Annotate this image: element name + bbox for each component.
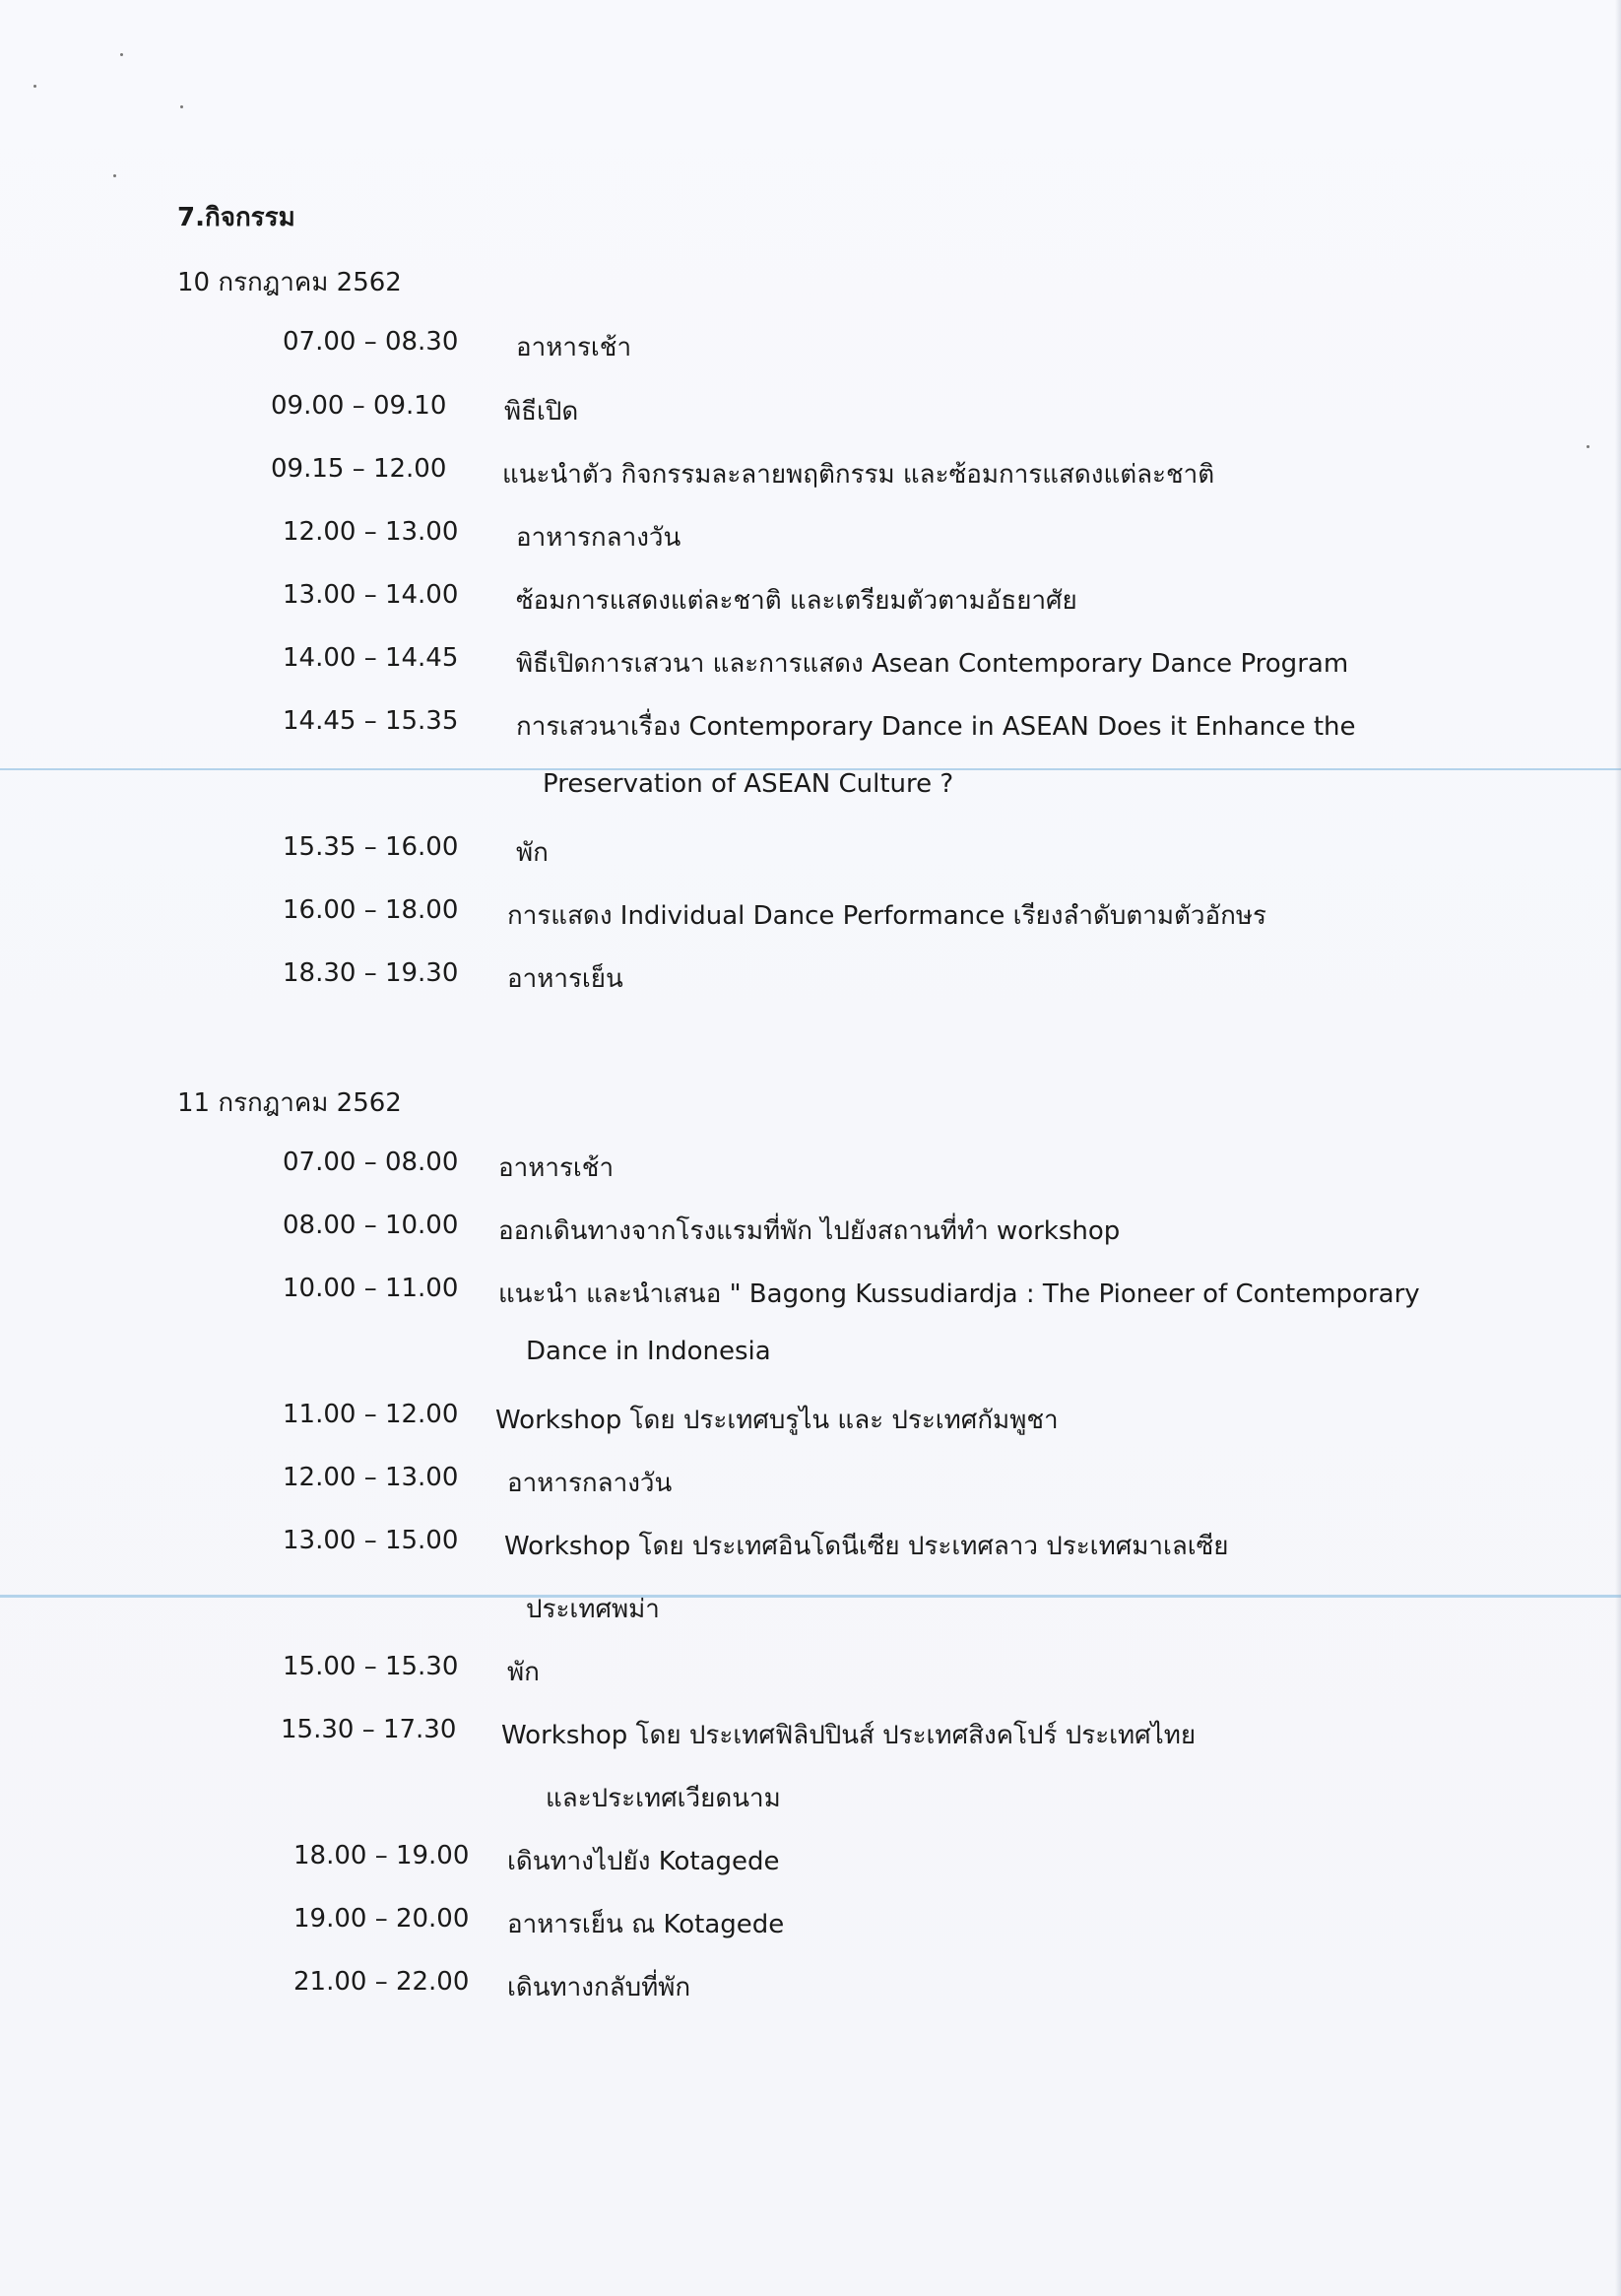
time-range: 18.00 – 19.00 [293, 1841, 470, 1870]
activity-continuation: Preservation of ASEAN Culture ? [543, 769, 954, 799]
time-range: 12.00 – 13.00 [283, 1463, 459, 1492]
time-range: 15.00 – 15.30 [283, 1652, 459, 1681]
activity: ซ้อมการแสดงแต่ละชาติ และเตรียมตัวตามอัธยาศัย [516, 586, 1077, 616]
activity: พิธีเปิด [504, 397, 579, 426]
time-range: 16.00 – 18.00 [283, 895, 459, 925]
schedule-row [0, 327, 1621, 366]
activity-continuation: Dance in Indonesia [526, 1337, 771, 1366]
time-range: 13.00 – 14.00 [283, 580, 459, 610]
scan-speck [113, 174, 116, 177]
schedule-row [0, 517, 1621, 557]
activity: เดินทางไปยัง Kotagede [507, 1847, 780, 1876]
time-range: 13.00 – 15.00 [283, 1526, 459, 1555]
activity: Workshop โดย ประเทศอินโดนีเซีย ประเทศลาว ประเทศมาเลเซีย [504, 1532, 1229, 1561]
schedule-row [0, 706, 1621, 746]
activity: การเสวนาเรื่อง Contemporary Dance in ASEAN Does it Enhance the [516, 712, 1356, 742]
schedule-row [0, 1652, 1621, 1691]
schedule-row [0, 832, 1621, 872]
time-range: 12.00 – 13.00 [283, 517, 459, 547]
section-heading: 7.กิจกรรม [177, 203, 295, 232]
time-range: 11.00 – 12.00 [283, 1400, 459, 1429]
scan-artifact-line [0, 1595, 1621, 1598]
time-range: 09.15 – 12.00 [271, 454, 447, 484]
activity: พิธีเปิดการเสวนา และการแสดง Asean Contemporary Dance Program [516, 649, 1349, 679]
activity: อาหารเย็น [507, 964, 623, 994]
schedule-row [0, 1841, 1621, 1880]
schedule-row [0, 1274, 1621, 1313]
schedule-row [0, 1715, 1621, 1754]
time-range: 08.00 – 10.00 [283, 1211, 459, 1240]
time-range: 15.35 – 16.00 [283, 832, 459, 862]
schedule-row [0, 1967, 1621, 2006]
activity: อาหารกลางวัน [516, 523, 681, 553]
schedule-row [0, 580, 1621, 620]
activity: การแสดง Individual Dance Performance เรียงลำดับตามตัวอักษร [507, 901, 1266, 931]
activity: ออกเดินทางจากโรงแรมที่พัก ไปยังสถานที่ทำ workshop [498, 1216, 1121, 1246]
time-range: 19.00 – 20.00 [293, 1904, 470, 1934]
activity: อาหารเช้า [498, 1153, 615, 1183]
schedule-row [0, 1463, 1621, 1502]
activity: อาหารกลางวัน [507, 1469, 673, 1498]
time-range: 09.00 – 09.10 [271, 391, 447, 421]
schedule-row [0, 1148, 1621, 1187]
schedule-row [0, 454, 1621, 493]
schedule-row [0, 391, 1621, 430]
activity: อาหารเช้า [516, 333, 632, 362]
time-range: 14.00 – 14.45 [283, 643, 459, 673]
activity: Workshop โดย ประเทศฟิลิปปินส์ ประเทศสิงคโปร์ ประเทศไทย [501, 1721, 1197, 1750]
day2-date: 11 กรกฎาคม 2562 [177, 1088, 402, 1118]
time-range: 10.00 – 11.00 [283, 1274, 459, 1303]
activity: พัก [516, 838, 549, 868]
time-range: 18.30 – 19.30 [283, 958, 459, 988]
activity-continuation: ประเทศพม่า [526, 1595, 660, 1624]
day1-date: 10 กรกฎาคม 2562 [177, 268, 402, 297]
schedule-row [0, 1904, 1621, 1943]
activity-continuation: และประเทศเวียดนาม [546, 1784, 781, 1813]
time-range: 15.30 – 17.30 [281, 1715, 457, 1744]
activity: แนะนำตัว กิจกรรมละลายพฤติกรรม และซ้อมการแสดงแต่ละชาติ [502, 460, 1215, 490]
schedule-row [0, 1526, 1621, 1565]
schedule-row [0, 1211, 1621, 1250]
time-range: 21.00 – 22.00 [293, 1967, 470, 1997]
activity: Workshop โดย ประเทศบรูไน และ ประเทศกัมพูชา [495, 1406, 1059, 1435]
activity: เดินทางกลับที่พัก [507, 1973, 691, 2002]
schedule-row [0, 895, 1621, 935]
scan-speck [180, 105, 183, 108]
time-range: 07.00 – 08.00 [283, 1148, 459, 1177]
time-range: 14.45 – 15.35 [283, 706, 459, 736]
schedule-row [0, 958, 1621, 998]
time-range: 07.00 – 08.30 [283, 327, 459, 357]
scan-speck [1587, 445, 1589, 448]
schedule-row [0, 1400, 1621, 1439]
activity: แนะนำ และนำเสนอ " Bagong Kussudiardja : The Pioneer of Contemporary [498, 1279, 1420, 1309]
schedule-row [0, 643, 1621, 683]
scan-speck [120, 53, 123, 56]
activity: พัก [507, 1658, 540, 1687]
scan-speck [33, 85, 36, 88]
activity: อาหารเย็น ณ Kotagede [507, 1910, 785, 1939]
